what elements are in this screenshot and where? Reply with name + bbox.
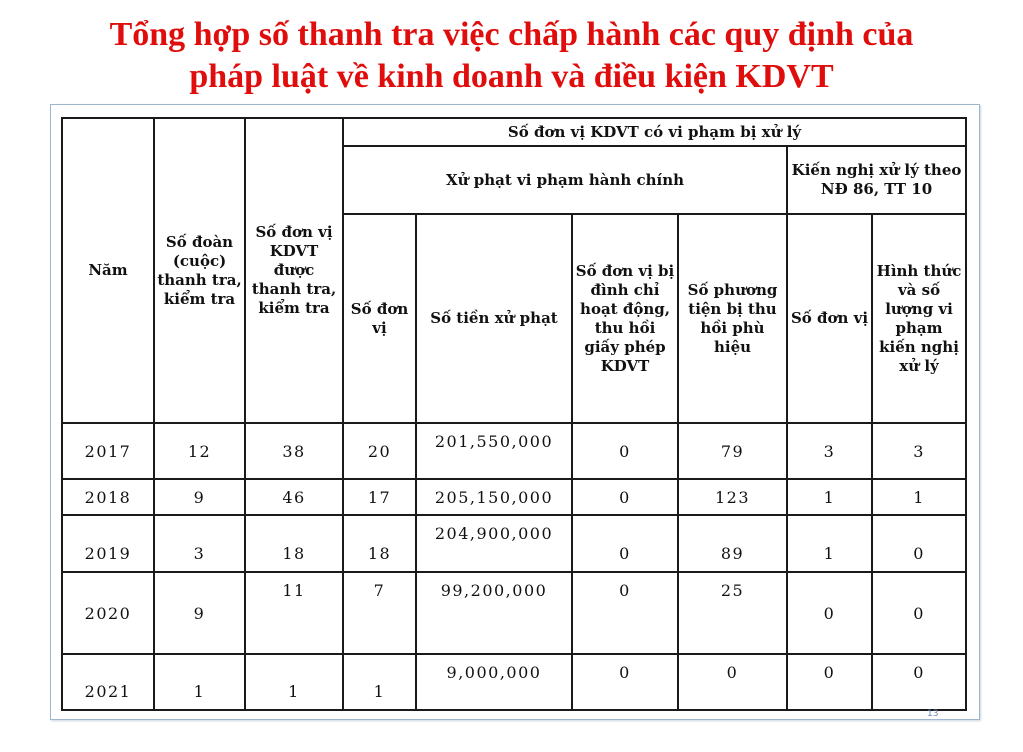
cell-rec-units: 0: [787, 572, 872, 654]
cell-rec-forms: 3: [872, 423, 966, 479]
cell-units: 46: [245, 479, 343, 515]
table-row: [62, 515, 966, 572]
cell-fine: 99,200,000: [416, 572, 572, 654]
cell-suspended: 0: [572, 479, 678, 515]
cell-badges: 25: [678, 572, 787, 654]
cell-units: 1: [245, 654, 343, 710]
cell-units: 18: [245, 515, 343, 572]
header-row-1: [62, 118, 966, 146]
header-recommend: Kiến nghị xử lý theo NĐ 86, TT 10: [787, 146, 966, 214]
title-line-2: pháp luật về kinh doanh và điều kiện KDVT: [189, 58, 834, 95]
cell-rec-units: 1: [787, 479, 872, 515]
table-row: [62, 654, 966, 710]
cell-rec-forms: 1: [872, 479, 966, 515]
cell-inspections: 12: [154, 423, 245, 479]
cell-penalty-units: 7: [343, 572, 416, 654]
cell-badges: 123: [678, 479, 787, 515]
inspection-summary-table: [61, 117, 967, 711]
cell-inspections: 1: [154, 654, 245, 710]
header-violating-units: Số đơn vị KDVT có vi phạm bị xử lý: [343, 118, 966, 146]
table-row: [62, 572, 966, 654]
cell-inspections: 9: [154, 479, 245, 515]
cell-inspections: 9: [154, 572, 245, 654]
cell-rec-forms: 0: [872, 654, 966, 710]
cell-badges: 89: [678, 515, 787, 572]
header-inspections: Số đoàn (cuộc) thanh tra, kiểm tra: [154, 118, 245, 423]
cell-rec-forms: 0: [872, 572, 966, 654]
cell-units: 11: [245, 572, 343, 654]
cell-suspended: 0: [572, 515, 678, 572]
cell-penalty-units: 20: [343, 423, 416, 479]
cell-units: 38: [245, 423, 343, 479]
cell-penalty-units: 18: [343, 515, 416, 572]
cell-suspended: 0: [572, 572, 678, 654]
header-year: Năm: [62, 118, 154, 423]
cell-badges: 0: [678, 654, 787, 710]
header-recommend-forms: Hình thức và số lượng vi phạm kiến nghị xử lý: [872, 214, 966, 423]
cell-fine: 204,900,000: [416, 515, 572, 572]
cell-rec-forms: 0: [872, 515, 966, 572]
header-badges-revoked: Số phương tiện bị thu hồi phù hiệu: [678, 214, 787, 423]
cell-fine: 9,000,000: [416, 654, 572, 710]
cell-suspended: 0: [572, 423, 678, 479]
cell-inspections: 3: [154, 515, 245, 572]
cell-penalty-units: 1: [343, 654, 416, 710]
cell-fine: 205,150,000: [416, 479, 572, 515]
header-units-inspected: Số đơn vị KDVT được thanh tra, kiểm tra: [245, 118, 343, 423]
cell-suspended: 0: [572, 654, 678, 710]
table-row: [62, 423, 966, 479]
cell-year: 2017: [62, 423, 154, 479]
header-recommend-units: Số đơn vị: [787, 214, 872, 423]
cell-year: 2019: [62, 515, 154, 572]
title-line-1: Tổng hợp số thanh tra việc chấp hành các quy định của: [109, 16, 914, 53]
cell-rec-units: 0: [787, 654, 872, 710]
page-number: 13: [927, 709, 939, 719]
header-penalty-units: Số đơn vị: [343, 214, 416, 423]
header-admin-penalty: Xử phạt vi phạm hành chính: [343, 146, 787, 214]
cell-penalty-units: 17: [343, 479, 416, 515]
cell-fine: 201,550,000: [416, 423, 572, 479]
slide-title: [0, 14, 1023, 98]
cell-year: 2018: [62, 479, 154, 515]
cell-rec-units: 3: [787, 423, 872, 479]
cell-badges: 79: [678, 423, 787, 479]
cell-rec-units: 1: [787, 515, 872, 572]
table-row: [62, 479, 966, 515]
cell-year: 2021: [62, 654, 154, 710]
cell-year: 2020: [62, 572, 154, 654]
header-suspended-units: Số đơn vị bị đình chỉ hoạt động, thu hồi giấy phép KDVT: [572, 214, 678, 423]
header-fine-amount: Số tiền xử phạt: [416, 214, 572, 423]
